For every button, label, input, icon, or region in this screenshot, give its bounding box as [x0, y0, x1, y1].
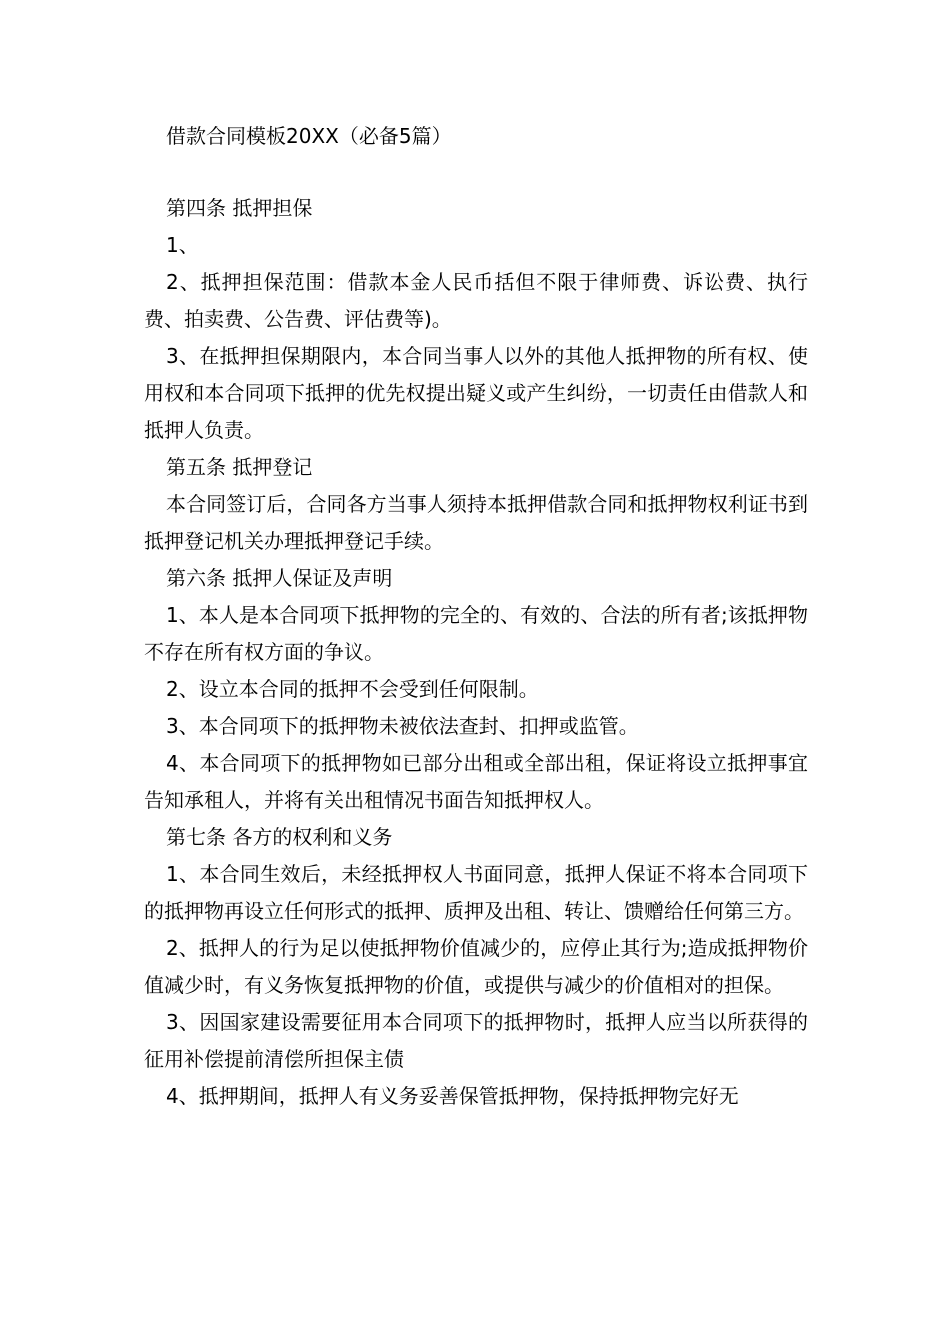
paragraph: 4、抵押期间，抵押人有义务妥善保管抵押物，保持抵押物完好无: [166, 1084, 739, 1108]
paragraph: 本合同签订后，合同各方当事人须持本抵押借款合同和抵押物权利证书到抵押登记机关办理抵押登记手续。: [144, 492, 808, 553]
paragraph: 3、因国家建设需要征用本合同项下的抵押物时，抵押人应当以所获得的征用补偿提前清偿所担保主债: [144, 1010, 808, 1071]
document-title: 借款合同模板20XX（必备5篇）: [166, 124, 452, 148]
paragraph: 1、本人是本合同项下抵押物的完全的、有效的、合法的所有者;该抵押物不存在所有权方面的争议。: [144, 603, 808, 664]
paragraph: 3、本合同项下的抵押物未被依法查封、扣押或监管。: [166, 714, 639, 738]
article-5-heading: 第五条 抵押登记: [166, 455, 313, 479]
article-7-heading: 第七条 各方的权利和义务: [166, 825, 393, 849]
document-body: [144, 190, 808, 1115]
article-4-heading: 第四条 抵押担保: [166, 196, 313, 220]
paragraph: 4、本合同项下的抵押物如已部分出租或全部出租，保证将设立抵押事宜告知承租人，并将有关出租情况书面告知抵押权人。: [144, 751, 808, 812]
article-6-heading: 第六条 抵押人保证及声明: [166, 566, 393, 590]
paragraph: 2、抵押人的行为足以使抵押物价值减少的，应停止其行为;造成抵押物价值减少时，有义务恢复抵押物的价值，或提供与减少的价值相对的担保。: [144, 936, 808, 997]
paragraph: 2、抵押担保范围：借款本金人民币括但不限于律师费、诉讼费、执行费、拍卖费、公告费、评估费等)。: [144, 270, 808, 331]
paragraph: 1、: [166, 233, 199, 257]
paragraph: 2、设立本合同的抵押不会受到任何限制。: [166, 677, 539, 701]
paragraph: 3、在抵押担保期限内，本合同当事人以外的其他人抵押物的所有权、使用权和本合同项下抵押的优先权提出疑义或产生纠纷，一切责任由借款人和抵押人负责。: [144, 344, 808, 442]
paragraph: 1、本合同生效后，未经抵押权人书面同意，抵押人保证不将本合同项下的抵押物再设立任何形式的抵押、质押及出租、转让、馈赠给任何第三方。: [144, 862, 808, 923]
